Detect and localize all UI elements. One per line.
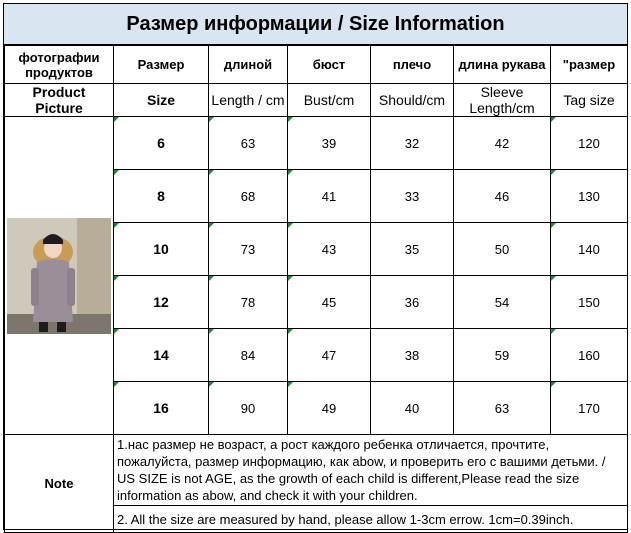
cell-corner-marker <box>551 382 556 387</box>
tag-size-cell: 170 <box>551 382 628 435</box>
cell-corner-marker <box>551 170 556 175</box>
cell-corner-marker <box>288 170 293 175</box>
length-cell: 78 <box>209 276 288 329</box>
length-cell: 90 <box>209 382 288 435</box>
size-cell: 8 <box>114 170 209 223</box>
tag-size-cell: 150 <box>551 276 628 329</box>
header-tag-size-ru: "размер <box>551 46 628 84</box>
shoulder-cell: 38 <box>371 329 454 382</box>
size-cell: 12 <box>114 276 209 329</box>
note-row <box>5 435 628 506</box>
header-shoulder-ru: плечо <box>371 46 454 84</box>
cell-corner-marker <box>114 276 119 281</box>
cell-corner-marker <box>288 276 293 281</box>
bust-cell: 43 <box>288 223 371 276</box>
length-cell: 84 <box>209 329 288 382</box>
note-line-1: 1.нас размер не возраст, а рост каждого ребенка отличается, прочтите, пожалуйста, размер информацию, как abow, и проверить его с вашими детьми. / US SIZE is not AGE, as the growth of each child is different,Please read the size information as abow, and check it with your children. <box>114 435 628 506</box>
cell-corner-marker <box>209 117 214 122</box>
sleeve-cell: 54 <box>454 276 551 329</box>
header-bust-ru: бюст <box>288 46 371 84</box>
header-shoulder: Should/cm <box>371 84 454 117</box>
cell-corner-marker <box>288 382 293 387</box>
cell-corner-marker <box>551 329 556 334</box>
product-picture-cell <box>5 117 114 435</box>
size-cell: 6 <box>114 117 209 170</box>
sleeve-cell: 59 <box>454 329 551 382</box>
cell-corner-marker <box>288 117 293 122</box>
bust-cell: 47 <box>288 329 371 382</box>
cell-corner-marker <box>114 223 119 228</box>
size-cell: 10 <box>114 223 209 276</box>
length-cell: 73 <box>209 223 288 276</box>
sleeve-cell: 63 <box>454 382 551 435</box>
cell-corner-marker <box>114 170 119 175</box>
size-chart <box>3 3 628 530</box>
size-cell: 14 <box>114 329 209 382</box>
size-cell: 16 <box>114 382 209 435</box>
header-size-ru: Размер <box>114 46 209 84</box>
header-length: Length / cm <box>209 84 288 117</box>
cell-corner-marker <box>288 223 293 228</box>
product-photo <box>7 218 111 334</box>
girl-coat-image <box>7 218 111 334</box>
cell-corner-marker <box>114 382 119 387</box>
cell-corner-marker <box>551 117 556 122</box>
bust-cell: 39 <box>288 117 371 170</box>
note-label: Note <box>5 435 114 533</box>
bust-cell: 45 <box>288 276 371 329</box>
sleeve-cell: 46 <box>454 170 551 223</box>
header-product-picture-ru: фотографии продуктов <box>5 46 114 84</box>
cell-corner-marker <box>551 223 556 228</box>
cell-corner-marker <box>209 223 214 228</box>
cell-corner-marker <box>114 117 119 122</box>
tag-size-cell: 130 <box>551 170 628 223</box>
sleeve-cell: 42 <box>454 117 551 170</box>
header-sleeve-ru: длина рукава <box>454 46 551 84</box>
cell-corner-marker <box>288 329 293 334</box>
table-row <box>5 117 628 170</box>
header-row-en <box>5 84 628 117</box>
shoulder-cell: 32 <box>371 117 454 170</box>
header-row-ru <box>5 46 628 84</box>
shoulder-cell: 40 <box>371 382 454 435</box>
cell-corner-marker <box>209 382 214 387</box>
header-size: Size <box>114 84 209 117</box>
size-table <box>4 45 628 533</box>
shoulder-cell: 33 <box>371 170 454 223</box>
sleeve-cell: 50 <box>454 223 551 276</box>
header-length-ru: длиной <box>209 46 288 84</box>
header-tag-size: Tag size <box>551 84 628 117</box>
length-cell: 68 <box>209 170 288 223</box>
tag-size-cell: 120 <box>551 117 628 170</box>
note-line-2: 2. All the size are measured by hand, please allow 1-3cm errow. 1cm=0.39inch. <box>114 506 628 533</box>
length-cell: 63 <box>209 117 288 170</box>
tag-size-cell: 140 <box>551 223 628 276</box>
header-product-picture: Product Picture <box>5 84 114 117</box>
shoulder-cell: 36 <box>371 276 454 329</box>
cell-corner-marker <box>209 329 214 334</box>
bust-cell: 49 <box>288 382 371 435</box>
header-bust: Bust/cm <box>288 84 371 117</box>
cell-corner-marker <box>209 276 214 281</box>
page-title: Размер информации / Size Information <box>4 4 627 45</box>
cell-corner-marker <box>209 170 214 175</box>
header-sleeve: Sleeve Length/cm <box>454 84 551 117</box>
shoulder-cell: 35 <box>371 223 454 276</box>
cell-corner-marker <box>114 329 119 334</box>
tag-size-cell: 160 <box>551 329 628 382</box>
bust-cell: 41 <box>288 170 371 223</box>
cell-corner-marker <box>551 276 556 281</box>
